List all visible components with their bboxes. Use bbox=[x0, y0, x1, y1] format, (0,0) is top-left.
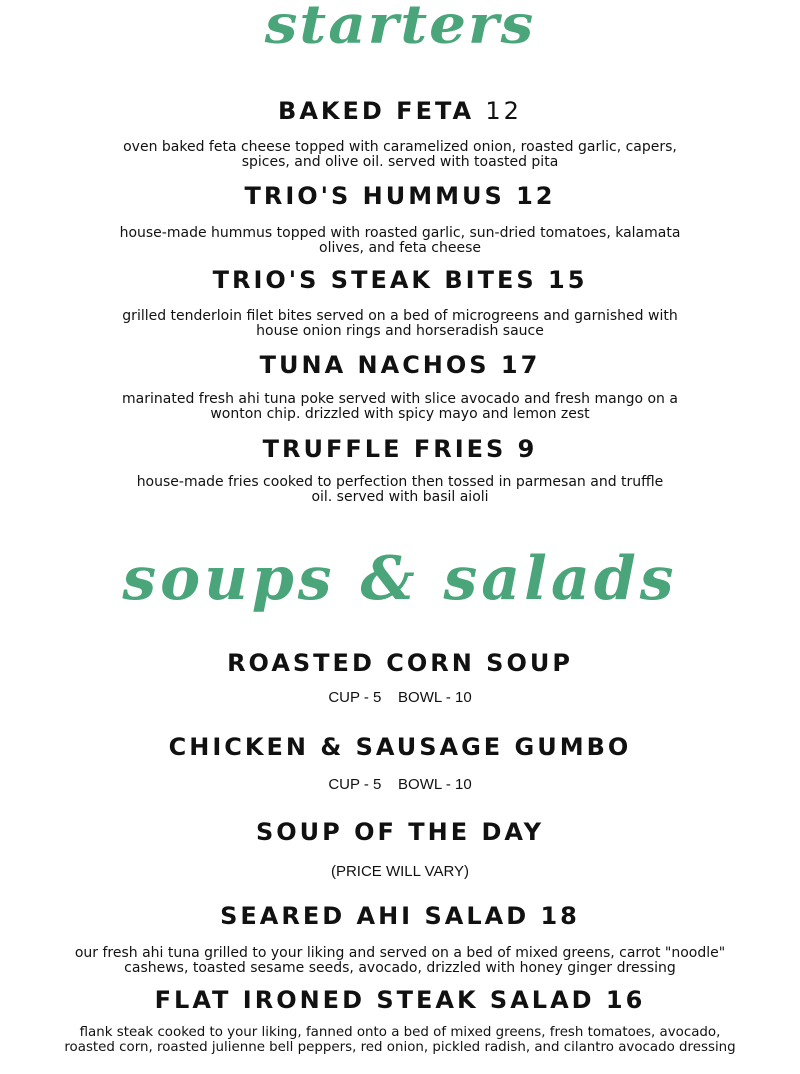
item-description-truffle-fries bbox=[0, 475, 800, 505]
description-line: olives, and feta cheese bbox=[319, 240, 481, 256]
item-title-tuna-nachos: TUNA NACHOS 17 bbox=[259, 351, 541, 379]
item-description-baked-feta bbox=[0, 140, 800, 170]
item-description-seared-ahi-salad bbox=[0, 946, 800, 976]
starters-heading: starters bbox=[264, 0, 536, 56]
item-title-truffle-fries: TRUFFLE FRIES 9 bbox=[262, 435, 538, 463]
description-line: marinated fresh ahi tuna poke served with slice avocado and fresh mango on a bbox=[122, 391, 678, 407]
item-title-trios-steak-bites: TRIO'S STEAK BITES 15 bbox=[212, 266, 588, 294]
item-description-tuna-nachos bbox=[0, 392, 800, 422]
description-line: roasted corn, roasted julienne bell peppers, red onion, pickled radish, and cilantro avocado dressing bbox=[64, 1040, 736, 1055]
description-line: our fresh ahi tuna grilled to your liking and served on a bed of mixed greens, carrot "noodle" bbox=[74, 945, 726, 961]
item-title-flat-ironed-steak-salad: FLAT IRONED STEAK SALAD 16 bbox=[154, 986, 646, 1014]
item-sizes-soup-of-the-day: (PRICE WILL VARY) bbox=[330, 863, 470, 880]
item-title-roasted-corn-soup: ROASTED CORN SOUP bbox=[227, 649, 573, 677]
description-line: flank steak cooked to your liking, fanned onto a bed of mixed greens, fresh tomatoes, avocado, bbox=[79, 1025, 721, 1040]
description-line: house-made hummus topped with roasted garlic, sun-dried tomatoes, kalamata bbox=[119, 225, 681, 241]
item-title-trios-hummus: TRIO'S HUMMUS 12 bbox=[244, 182, 556, 210]
item-sizes-chicken-sausage-gumbo: CUP - 5 BOWL - 10 bbox=[328, 776, 472, 793]
item-title-soup-of-the-day: SOUP OF THE DAY bbox=[255, 818, 545, 846]
item-description-trios-hummus bbox=[0, 226, 800, 256]
item-title-baked-feta bbox=[0, 96, 800, 126]
description-line: wonton chip. drizzled with spicy mayo and lemon zest bbox=[210, 406, 590, 422]
description-line: spices, and olive oil. served with toasted pita bbox=[241, 154, 559, 170]
description-line: house-made fries cooked to perfection then tossed in parmesan and truffle bbox=[136, 474, 664, 490]
description-line: house onion rings and horseradish sauce bbox=[256, 323, 544, 339]
item-sizes-roasted-corn-soup: CUP - 5 BOWL - 10 bbox=[328, 689, 472, 706]
description-line: cashews, toasted sesame seeds, avocado, drizzled with honey ginger dressing bbox=[124, 960, 676, 976]
item-title-chicken-sausage-gumbo: CHICKEN & SAUSAGE GUMBO bbox=[168, 733, 632, 761]
item-title-seared-ahi-salad: SEARED AHI SALAD 18 bbox=[220, 902, 580, 930]
item-price: 12 bbox=[485, 97, 522, 125]
item-description-flat-ironed-steak-salad bbox=[0, 1025, 800, 1055]
item-name: BAKED FETA bbox=[278, 97, 475, 125]
item-description-trios-steak-bites bbox=[0, 309, 800, 339]
description-line: oven baked feta cheese topped with caramelized onion, roasted garlic, capers, bbox=[123, 139, 677, 155]
soups-salads-heading: soups & salads bbox=[122, 544, 678, 614]
description-line: oil. served with basil aioli bbox=[311, 489, 489, 505]
description-line: grilled tenderloin filet bites served on a bed of microgreens and garnished with bbox=[122, 308, 678, 324]
